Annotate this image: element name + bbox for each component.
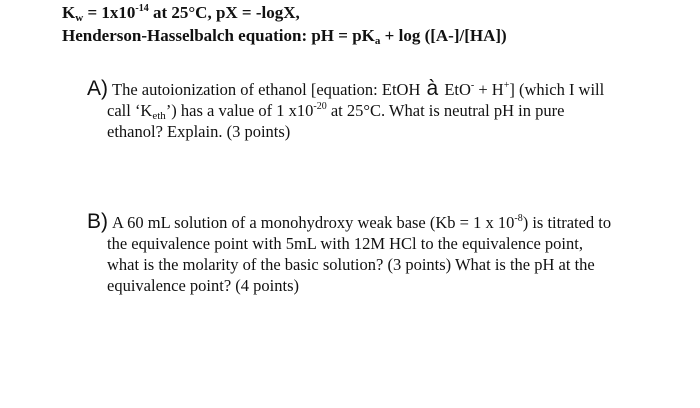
kw-equals: = 1x10 [83,3,136,22]
kw-subscript: w [75,12,84,24]
question-b-line-3: what is the molarity of the basic solution? (3 points) What is the pH at the [107,255,595,274]
question-a-text-1d: ] (which I will [509,80,605,99]
kw-label: K [62,3,76,22]
h-charge: + [503,80,510,91]
question-b-text-1a: A 60 mL solution of a monohydroxy weak base (Kb = 1 x 10 [112,213,515,232]
question-a-text-2a: call ‘K [107,101,153,120]
kw-definition [62,3,300,23]
keth-subscript: eth [152,110,166,122]
question-a-text-1c: + H [474,80,504,99]
question-a [87,78,687,142]
question-b-line-1 [87,211,687,233]
hh-lead: Henderson-Hasselbalch equation: pH = pK [62,26,375,45]
hh-rest: + log ([A-]/[HA]) [380,26,507,45]
question-b-line-2: the equivalence point with 5mL with 12M HCl to the equivalence point, [107,234,583,253]
hh-subscript: a [374,35,381,47]
question-a-letter: A) [87,77,108,100]
question-a-line-3: ethanol? Explain. (3 points) [107,122,291,141]
keth-exponent: -20 [313,101,327,112]
question-b-letter: B) [87,210,108,233]
reaction-arrow: à [426,77,439,100]
eto-charge: - [470,80,475,91]
question-b-line-4: equivalence point? (4 points) [107,276,299,295]
question-a-text-1a: The autoionization of ethanol [equation: EtOH [112,80,425,99]
question-a-line-2 [87,100,687,121]
question-b-text-1b: ) is titrated to [522,213,612,232]
question-b [87,211,687,296]
question-a-line-1 [87,78,687,100]
question-a-text-1b: EtO [440,80,471,99]
henderson-hasselbalch-equation [62,26,507,46]
question-a-text-2c: at 25°C. What is neutral pH in pure [326,101,565,120]
kw-rest: at 25°C, pX = -logX, [148,3,300,22]
kb-exponent: -8 [514,213,523,224]
question-a-text-2b: ’) has a value of 1 x10 [165,101,314,120]
kw-exponent: -14 [135,3,149,14]
